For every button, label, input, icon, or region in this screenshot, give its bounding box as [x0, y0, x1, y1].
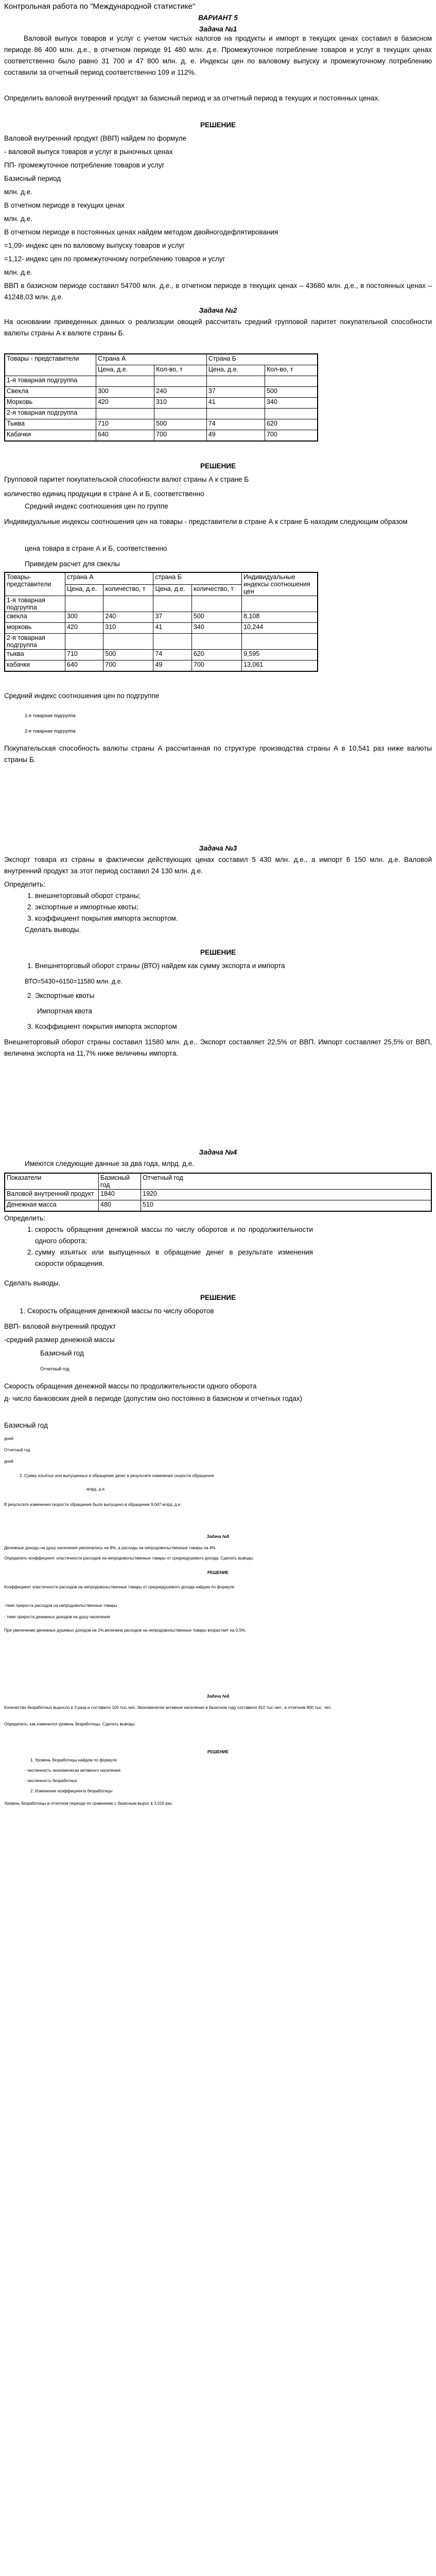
task4-line: -средний размер денежной массы [4, 1336, 115, 1344]
table-cell [103, 634, 153, 650]
table-cell [153, 596, 191, 612]
table-cell: Тыква [5, 419, 96, 430]
table-cell [154, 376, 207, 387]
table-cell: 37 [206, 387, 265, 398]
task1-line: =1,09- индекс цен по валовому выпуску товаров и услуг [4, 242, 185, 249]
task1-question: Определить валовой внутренний продукт за базисный период и за отчетный период в текущих и постоянных ценах. [4, 94, 380, 102]
task2-text: На основании приведенных данных о реализации овощей рассчитать средний групповой паритет покупательной способности валюты страны А к валюте страны Б. [4, 318, 432, 337]
task4-conclusion-prompt: Сделать выводы. [4, 1279, 61, 1287]
table-cell: 710 [96, 419, 154, 430]
table-row [5, 409, 318, 419]
task3-text: Экспорт товара из страны в фактически действующих ценах составил 5 430 млн. д.е., а импорт 6 150 млн. д.е. Валовой внутренний продукт за этот период составил 24 130 млн. д.е. [4, 856, 432, 875]
task6-question: Определить, как изменился уровень безработицы. Сделать выводы. [4, 1722, 136, 1726]
table-cell: 74 [153, 650, 191, 660]
table-row [5, 376, 318, 387]
task4-line: 2. Сумму изъятых или выпущенных в обращение денег в результате изменения скорости обращения [20, 1473, 214, 1478]
table-header-cell: Отчетный год [141, 1173, 432, 1190]
task3-summary: Внешнеторговый оборот страны составил 11580 млн. д.е.. Экспорт составляет 22,5% от ВВП. Импорт составляет 25,5% от ВВП, величина экспорта на 11,7% ниже величины импорта. [4, 1038, 432, 1057]
table-cell: тыква [5, 650, 65, 660]
task6-solution-heading: РЕШЕНИЕ [207, 1750, 229, 1754]
table-cell: 310 [103, 623, 153, 634]
table-cell: Кабачки [5, 430, 96, 442]
table-cell: 10,244 [242, 623, 318, 634]
task4-heading: Задача №4 [199, 1148, 237, 1156]
task1-line: ВВП в базисном периоде составил 54700 млн. д.е., в отчетном периоде в текущих ценах – 43680 млн. д.е., в постоянных ценах – 41248,03 млн. д.е. [4, 282, 432, 301]
table-cell: 310 [154, 398, 207, 409]
table-cell [265, 376, 318, 387]
task4-question: Определить: [4, 1214, 45, 1222]
table-cell: морковь [5, 623, 65, 634]
task5-line: - темп прироста денежных доходов на душу населения [4, 1615, 110, 1619]
table-header-cell: Цена, д.е. [96, 365, 154, 376]
task2-table [4, 353, 318, 442]
task2-after-line: 2-я товарная подгруппа [25, 728, 76, 734]
table-cell: 500 [265, 387, 318, 398]
task1-line: Валовой внутренний продукт (ВВП) найдем по формуле [4, 134, 187, 142]
task2-line: количество единиц продукции в стране А и Б, соответственно [4, 490, 204, 498]
task4-line: ВВП- валовой внутренний продукт [4, 1323, 116, 1330]
task3-import-quota: Импортная квота [37, 1007, 92, 1015]
task3-formula: ВТО=5430+6150=11580 млн. д.е. [25, 978, 123, 985]
table-row [5, 398, 318, 409]
table-cell: свекла [5, 612, 65, 623]
task3-solution-list [4, 960, 436, 972]
table-header-cell: Кол-во, т [154, 365, 207, 376]
task6-list [4, 1788, 436, 1795]
task3-solution-heading: РЕШЕНИЕ [200, 948, 236, 956]
variant-heading: ВАРИАНТ 5 [198, 14, 238, 22]
task4-line: Базисный год [40, 1349, 84, 1357]
task1-line: ПП- промежуточное потребление товаров и услуг [4, 161, 165, 169]
task3-question: Определить: [4, 880, 45, 888]
task4-line: млрд. д.е. [86, 1487, 106, 1492]
table-row [5, 419, 318, 430]
table-cell: 240 [154, 387, 207, 398]
table-header-cell: Страна Б [206, 354, 318, 365]
table-cell [153, 634, 191, 650]
task5-heading: Задача №5 [206, 1534, 230, 1539]
table-cell: 74 [206, 419, 265, 430]
table-row [5, 430, 318, 442]
table-cell: 700 [191, 660, 241, 672]
table-cell: 420 [65, 623, 103, 634]
table-cell: 49 [153, 660, 191, 672]
task3-solution-list [4, 1021, 436, 1032]
table-cell: 700 [103, 660, 153, 672]
table-cell: 510 [141, 1200, 432, 1212]
list-item: 3. Коэффициент покрытия импорта экспортом [35, 1021, 436, 1032]
table-header-cell: Товары-представители [5, 572, 65, 596]
table-cell: 1-я товарная подгруппа [5, 376, 96, 387]
table-cell: 41 [153, 623, 191, 634]
task1-line: млн. д.е. [4, 215, 33, 223]
task4-conclusion: В результате изменения скорости обращения было выпущено в обращение 9,047 млрд. д.е. [4, 1502, 182, 1507]
table-cell: 500 [154, 419, 207, 430]
task1-line: В отчетном периоде в постоянных ценах найдем методом двойногодефлятирования [4, 228, 278, 236]
task4-line: дней [4, 1459, 14, 1464]
task3-solution-list [4, 990, 436, 1002]
task4-line: Отчетный год [4, 1448, 30, 1452]
task1-line: В отчетном периоде в текущих ценах [4, 201, 125, 209]
table-header-cell: Товары - представители [5, 354, 96, 376]
task1-line: =1,12- индекс цен по промежуточному потреблению товаров и услуг [4, 255, 225, 263]
task6-list [4, 1757, 436, 1764]
table-cell: 710 [65, 650, 103, 660]
table-cell [65, 634, 103, 650]
table-cell: кабачки [5, 660, 65, 672]
list-item: 1. скорость обращения денежной массы по числу оборотов и по продолжительности одного оборота; [35, 1224, 313, 1247]
task3-conclusion-prompt: Сделать выводы. [25, 926, 81, 934]
task4-line: Скорость обращения денежной массы по продолжительности одного оборота [4, 1382, 257, 1390]
table-cell: 1-я товарная подгруппа [5, 596, 65, 612]
table-row [5, 612, 318, 623]
task4-line: д- число банковских дней в периоде (допустим оно постоянно в базисном и отчетных годах) [4, 1395, 303, 1402]
table-cell: 2-я товарная подгруппа [5, 409, 96, 419]
table-header-cell: Страна А [96, 354, 207, 365]
table-cell: 300 [65, 612, 103, 623]
task4-list [4, 1224, 313, 1269]
table-row [5, 650, 318, 660]
table-cell: Валовой внутренний продукт [5, 1190, 99, 1200]
task4-table [4, 1173, 432, 1212]
task2-line: Приведем расчет для свеклы [25, 560, 120, 568]
table-cell: 620 [265, 419, 318, 430]
task5-conclusion: При увеличении денежных душевых доходов на 1%,величина расходов на непродовольственные товары возрастает на 0,5%. [4, 1628, 247, 1633]
table-row [5, 623, 318, 634]
table-cell: 640 [96, 430, 154, 442]
task5-solution-heading: РЕШЕНИЕ [207, 1570, 229, 1575]
table-cell: 300 [96, 387, 154, 398]
task4-solution-heading: РЕШЕНИЕ [200, 1294, 236, 1301]
table-cell: 340 [265, 398, 318, 409]
table-cell: 1840 [99, 1190, 141, 1200]
table-cell: 480 [99, 1200, 141, 1212]
table-header-cell: страна А [65, 572, 153, 584]
table-cell: 240 [103, 612, 153, 623]
table-row [5, 596, 318, 612]
task1-heading: Задача №1 [199, 25, 237, 33]
table-cell: Денежная масса [5, 1200, 99, 1212]
list-item: 2. сумму изъятых или выпущенных в обращение денег в результате изменения скорости обращения. [35, 1247, 313, 1269]
document-title: Контрольная работа по "Международной статистике" [4, 2, 196, 11]
table-cell: Морковь [5, 398, 96, 409]
task2-conclusion: Покупательская способность валюты страны А рассчитанная по структуре производства страны А в 10,541 раз ниже валюты страны Б. [4, 744, 432, 764]
list-item: 1. Внешнеторговый оборот страны (ВТО) найдем как сумму экспорта и импорта [35, 960, 436, 972]
task1-line: Базисный период [4, 175, 61, 182]
table-cell: 41 [206, 398, 265, 409]
list-item: 1. Уровень безработицы найдем по формуле [35, 1757, 436, 1764]
table-header-cell: количество, т [191, 584, 241, 596]
task6-conclusion: Уровень безработицы в отчетном периоде по сравнению с базисным вырос в 3,016 раз. [4, 1801, 173, 1806]
table-cell: 37 [153, 612, 191, 623]
table-cell [191, 596, 241, 612]
table-cell: 49 [206, 430, 265, 442]
task1-text: Валовой выпуск товаров и услуг с учетом чистых налогов на продукты и импорт в текущих ценах составил в базисном периоде 86 400 млн. д.е., в отчетном периоде 91 480 млн. д.е. Промежуточное потребление товаров и услуг в текущих ценах соответственно было равно 31 700 и 47 800 млн. д. е. Индексы цен по валовому выпуску и промежуточному потреблению составили за отчетный период соответственно 109 и 112%. [4, 35, 432, 76]
task5-line: -темп прироста расходов на непродовольственные товары [4, 1603, 117, 1608]
table-cell: 500 [191, 612, 241, 623]
table-cell: 620 [191, 650, 241, 660]
table-row [5, 1190, 431, 1200]
table-cell [242, 596, 318, 612]
task6-line: - численность безработных [25, 1778, 77, 1783]
table-header-cell: Показатели [5, 1173, 99, 1190]
task2-after-line: Средний индекс соотношения цен по подгруппе [4, 692, 160, 700]
table-row [5, 634, 318, 650]
table-cell [206, 409, 265, 419]
table-cell: 500 [103, 650, 153, 660]
table-row [5, 387, 318, 398]
task4-line: Отчетный год [40, 1366, 69, 1371]
task1-solution-heading: РЕШЕНИЕ [200, 121, 236, 129]
table-row [5, 660, 318, 672]
list-item: 2. экспортные и импортные квоты; [35, 902, 436, 913]
table-cell [242, 634, 318, 650]
table-cell [154, 409, 207, 419]
list-item: 1. внешнеторговый оборот страны; [35, 890, 436, 902]
task2-line: Индивидуальные индексы соотношения цен на товары - представители в стране А к стране Б находим следующим образом [4, 518, 408, 526]
table-header-cell: Кол-во, т [265, 365, 318, 376]
table-header-cell: Цена, д.е. [153, 584, 191, 596]
table-row [5, 1200, 431, 1212]
task2-line: Групповой паритет покупательской способности валют страны А к стране Б [4, 476, 249, 483]
task6-text: Количество безработных выросло в 3 раза и составило 100 тыс.чел. Экономически активное население в базисном году составило 810 тыс.чел., в отчетном 800 тыс. чел. [4, 1705, 332, 1710]
table-cell: 1920 [141, 1190, 432, 1200]
task1-line: - валовой выпуск товаров и услуг в рыночных ценах [4, 148, 173, 156]
task4-intro: Имеются следующие данные за два года, млрд. д.е. [25, 1160, 194, 1167]
table-cell [191, 634, 241, 650]
table-header-cell: Базисный год [99, 1173, 141, 1190]
task3-list [4, 890, 436, 924]
table-cell: 340 [191, 623, 241, 634]
table-header-cell: количество, т [103, 584, 153, 596]
table-header-cell: Цена, д.е. [206, 365, 265, 376]
table-cell: 9,595 [242, 650, 318, 660]
table-cell [103, 596, 153, 612]
list-item: 2. Экспортные квоты [35, 990, 436, 1002]
task2-heading: Задача №2 [199, 307, 237, 314]
task5-text: Денежные доходы на душу населения увеличились на 8%, а расходы на непродовольственные товары на 4%. [4, 1546, 217, 1550]
task2-solution-heading: РЕШЕНИЕ [200, 462, 236, 470]
table-cell [96, 376, 154, 387]
task4-line: 1. Скорость обращения денежной массы по числу оборотов [20, 1307, 214, 1315]
list-item: 3. коэффициент покрытия импорта экспортом. [35, 913, 436, 924]
table-cell: 700 [265, 430, 318, 442]
task1-line: млн. д.е. [4, 188, 33, 196]
task2-results-table [4, 572, 318, 672]
table-cell: 420 [96, 398, 154, 409]
task1-line: млн. д.е. [4, 268, 33, 276]
task4-line: дней [4, 1436, 14, 1441]
table-header-cell: страна Б [153, 572, 242, 584]
task2-line: цена товара в стране А и Б, соответственно [25, 545, 167, 552]
task4-line: Базисный год [4, 1421, 48, 1429]
table-header-cell: Цена, д.е. [65, 584, 103, 596]
table-cell [265, 409, 318, 419]
table-cell: 13,061 [242, 660, 318, 672]
table-cell [65, 596, 103, 612]
list-item: 2. Изменение коэффициента безработицы [35, 1788, 436, 1795]
task2-line: Средний индекс соотношения цен по группе [25, 502, 168, 510]
table-cell: 8,108 [242, 612, 318, 623]
task5-line: Коэффициент эластичности расходов на непродовольственные товары от среднедушевого дохода найдем по формуле [4, 1585, 235, 1589]
table-header-cell: Индивидуальные индексы соотношения цен [242, 572, 318, 596]
task2-after-line: 1-я товарная подгруппа [25, 713, 76, 718]
table-cell: 640 [65, 660, 103, 672]
task6-heading: Задача №6 [206, 1694, 230, 1699]
table-cell [206, 376, 265, 387]
table-cell: 700 [154, 430, 207, 442]
task3-heading: Задача №3 [199, 844, 237, 852]
task6-line: - численность экономически активного населения [25, 1768, 120, 1773]
table-cell [96, 409, 154, 419]
table-cell: 2-я товарная подгруппа [5, 634, 65, 650]
task5-question: Определить коэффициент эластичности расходов на непродовольственные товары от среднедушевого дохода. Сделать выводы. [4, 1556, 254, 1561]
table-cell: Свекла [5, 387, 96, 398]
